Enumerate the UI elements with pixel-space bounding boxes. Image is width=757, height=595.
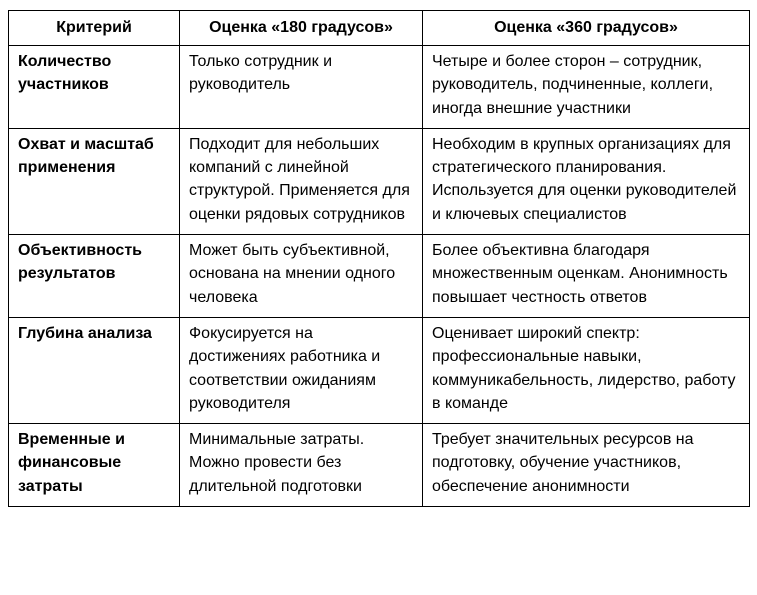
cell-360: Более объективна благодаря множественным оценкам. Анонимность повышает честность ответов (423, 235, 750, 318)
criterion-cell: Объективность результатов (9, 235, 180, 318)
table-row (9, 424, 750, 507)
cell-360: Требует значительных ресурсов на подготовку, обучение участников, обеспечение анонимности (423, 424, 750, 507)
table-row (9, 46, 750, 129)
cell-360: Необходим в крупных организациях для стратегического планирования. Используется для оценки руководителей и ключевых специалистов (423, 128, 750, 234)
cell-360: Оценивает широкий спектр: профессиональные навыки, коммуникабельность, лидерство, работу в команде (423, 317, 750, 423)
header-180-degrees: Оценка «180 градусов» (180, 11, 423, 46)
criterion-cell: Охват и масштаб применения (9, 128, 180, 234)
cell-180: Подходит для небольших компаний с линейной структурой. Применяется для оценки рядовых сотрудников (180, 128, 423, 234)
header-row (9, 11, 750, 46)
comparison-table (8, 10, 750, 507)
table-row (9, 235, 750, 318)
criterion-cell: Временные и финансовые затраты (9, 424, 180, 507)
criterion-cell: Количество участников (9, 46, 180, 129)
cell-180: Фокусируется на достижениях работника и соответствии ожиданиям руководителя (180, 317, 423, 423)
table-row (9, 128, 750, 234)
cell-180: Минимальные затраты. Можно провести без длительной подготовки (180, 424, 423, 507)
header-criterion: Критерий (9, 11, 180, 46)
cell-180: Может быть субъективной, основана на мнении одного человека (180, 235, 423, 318)
criterion-cell: Глубина анализа (9, 317, 180, 423)
header-360-degrees: Оценка «360 градусов» (423, 11, 750, 46)
table-row (9, 317, 750, 423)
cell-360: Четыре и более сторон – сотрудник, руководитель, подчиненные, коллеги, иногда внешние участники (423, 46, 750, 129)
cell-180: Только сотрудник и руководитель (180, 46, 423, 129)
